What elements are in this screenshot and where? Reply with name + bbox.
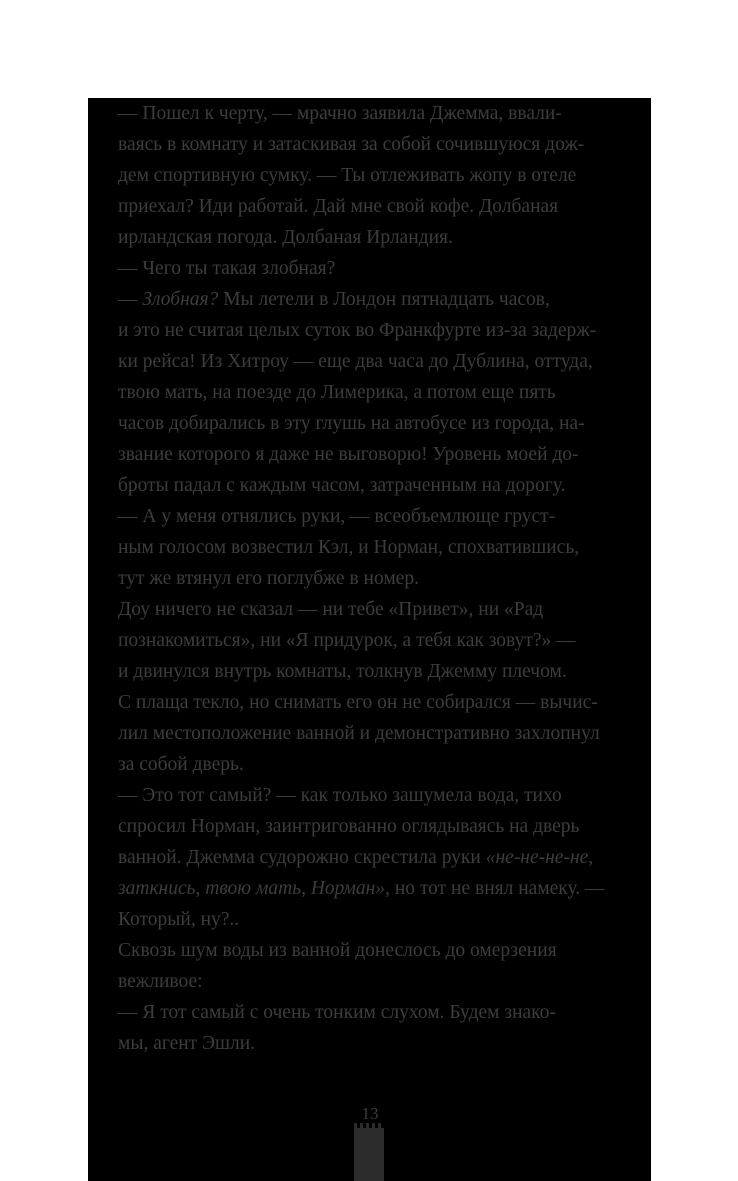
text-line (118, 842, 648, 873)
text-line: дем спортивную сумку. — Ты отлеживать жопу в отеле (118, 165, 577, 186)
text-line: Который, ну?.. (118, 909, 240, 930)
text-line: часов добирались в эту глушь на автобусе из города, на- (118, 413, 585, 434)
text-line: — Пошел к черту, — мрачно заявила Джемма, ввали- (118, 103, 562, 124)
text-line: познакомиться», ни «Я придурок, а тебя как зовут?» — (118, 630, 576, 651)
text-line: за собой дверь. (118, 754, 244, 775)
text-line: твою мать, на поезде до Лимерика, а потом еще пять (118, 382, 556, 403)
text-line: приехал? Иди работай. Дай мне свой кофе. Долбаная (118, 196, 559, 217)
text-line: — Я тот самый с очень тонким слухом. Будем знако- (118, 1002, 556, 1023)
page-number: 13 (361, 1104, 379, 1123)
book-text (118, 98, 648, 1059)
text-line: Доу ничего не сказал — ни тебе «Привет», ни «Рад (118, 599, 544, 620)
text-line: звание которого я даже не выговорю! Уровень моей до- (118, 444, 579, 465)
text-line: — Чего ты такая злобная? (118, 258, 336, 279)
text-line: ваясь в комнату и затаскивая за собой сочившуюся дож- (118, 134, 585, 155)
text-line: — Злобная? Мы летели в Лондон пятнадцать часов, (118, 289, 550, 310)
italic-text: «не-не-не-не, (485, 847, 594, 868)
text-line: мы, агент Эшли. (118, 1033, 256, 1054)
text-line: спросил Норман, заинтригованно оглядываясь на дверь (118, 816, 580, 837)
page-ornament-icon (354, 1128, 384, 1181)
text-fragment: Мы летели в Лондон пятнадцать часов, (223, 289, 550, 310)
text-line: ным голосом возвестил Кэл, и Норман, спохватившись, (118, 537, 580, 558)
text-line: и двинулся внутрь комнаты, толкнув Джемму плечом. (118, 661, 567, 682)
text-line: вежливое: (118, 971, 203, 992)
text-line: — А у меня отнялись руки, — всеобъемлюще груст- (118, 506, 556, 527)
text-line: — Это тот самый? — как только зашумела вода, тихо (118, 785, 562, 806)
text-line: Сквозь шум воды из ванной донеслось до омерзения (118, 940, 557, 961)
text-line: броты падал с каждым часом, затраченным на дорогу. (118, 475, 566, 496)
text-line: и это не считая целых суток во Франкфурте из-за задерж- (118, 320, 597, 341)
italic-text: Злобная? (142, 289, 219, 310)
italic-text: заткнись, твою мать, Норман» (118, 878, 386, 899)
text-line: ирландская погода. Долбаная Ирландия. (118, 227, 453, 248)
text-fragment: , но тот не внял намеку. — (385, 878, 605, 899)
text-line (118, 873, 648, 904)
text-line: лил местоположение ванной и демонстративно захлопнул (118, 723, 600, 744)
text-line: С плаща текло, но снимать его он не собирался — вычис- (118, 692, 598, 713)
text-line: тут же втянул его поглубже в номер. (118, 568, 419, 589)
text-fragment: ванной. Джемма судорожно скрестила руки (118, 847, 481, 868)
text-line: ки рейса! Из Хитроу — еще два часа до Дублина, оттуда, (118, 351, 593, 372)
